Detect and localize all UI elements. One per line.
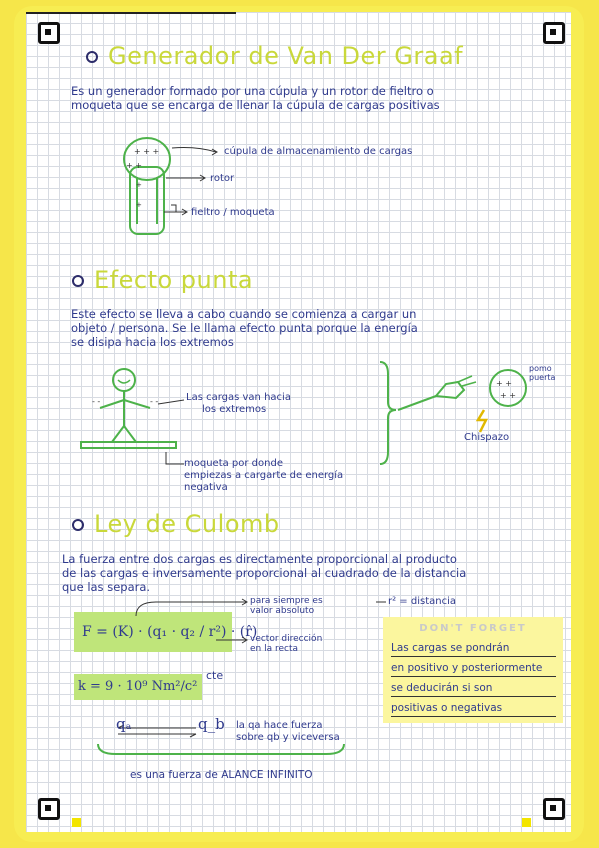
label-line: moqueta por donde <box>184 458 283 469</box>
svg-text:+ + +: + + + <box>134 147 160 156</box>
label-line: negativa <box>184 482 228 493</box>
intro-line: Es un generador formado por una cúpula y un rotor de fieltro o <box>71 84 434 98</box>
label-line: los extremos <box>202 404 267 415</box>
label-line: Las cargas van hacia <box>186 392 291 403</box>
note-line: Las cargas se pondrán <box>391 641 556 657</box>
note-line: en positivo y posteriormente <box>391 661 556 677</box>
notebook-page <box>26 12 571 832</box>
svg-text:+: + <box>136 181 142 189</box>
label-line: en la recta <box>250 644 299 654</box>
label-chispazo: Chispazo <box>464 432 510 443</box>
charge-qb: q_b <box>198 715 225 733</box>
note-vector-direccion <box>250 634 322 654</box>
svg-text:- -: - - <box>150 397 159 406</box>
label-line: pomo <box>529 364 552 373</box>
label-alcance-infinito: es una fuerza de ALANCE INFINITO <box>130 769 313 781</box>
label-cupula: cúpula de almacenamiento de cargas <box>224 146 413 157</box>
paragraph-line: que las separa. <box>62 580 151 594</box>
svg-text:+: + <box>136 201 142 209</box>
svg-text:- -: - - <box>92 397 101 406</box>
label-line: empiezas a cargarte de energía <box>184 470 344 481</box>
label-line: sobre qb y viceversa <box>236 732 340 743</box>
label-line: vector dirección <box>250 634 323 644</box>
paragraph-line: Este efecto se lleva a cabo cuando se comienza a cargar un <box>71 307 417 321</box>
paragraph-line: de las cargas e inversamente proporcional al cuadrado de la distancia <box>62 566 467 580</box>
dont-forget-note <box>383 617 563 723</box>
label-line: la qa hace fuerza <box>236 720 323 731</box>
label-cte: cte <box>206 669 224 682</box>
coulomb-formula: F = (K) · (q₁ · q₂ / r²) · (r̂) <box>82 624 258 640</box>
label-qa-fuerza <box>236 720 340 744</box>
paragraph-line: La fuerza entre dos cargas es directamente proporcional al producto <box>62 552 457 566</box>
label-rotor: rotor <box>210 173 235 184</box>
coulomb-constant: k = 9 · 10⁹ Nm²/c² <box>78 679 198 694</box>
paragraph-line: se disipa hacia los extremos <box>71 335 234 349</box>
paragraph-line: objeto / persona. Se le llama efecto punta porque la energía <box>71 321 418 335</box>
note-title: DON'T FORGET <box>419 623 527 634</box>
label-line: valor absoluto <box>250 606 315 616</box>
label-r-cuadrado: r² = distancia <box>388 596 456 607</box>
svg-text:+ +: + + <box>126 161 142 170</box>
svg-text:+ +: + + <box>496 379 512 388</box>
label-fieltro: fieltro / moqueta <box>191 207 275 218</box>
label-line: puerta <box>529 373 556 382</box>
note-line: positivas o negativas <box>391 701 556 717</box>
section-title-text: Ley de Culomb <box>94 510 280 538</box>
note-valor-absoluto <box>250 596 323 616</box>
label-line: para siempre es <box>250 596 323 606</box>
charge-qa: qₐ <box>116 715 132 733</box>
svg-text:+ +: + + <box>500 391 516 400</box>
section-title-text: Efecto punta <box>94 266 254 294</box>
section-title-text: Generador de Van Der Graaf <box>108 42 464 70</box>
note-line: se deducirán si son <box>391 681 556 697</box>
intro-line: moqueta que se encarga de llenar la cúpula de cargas positivas <box>71 98 440 112</box>
